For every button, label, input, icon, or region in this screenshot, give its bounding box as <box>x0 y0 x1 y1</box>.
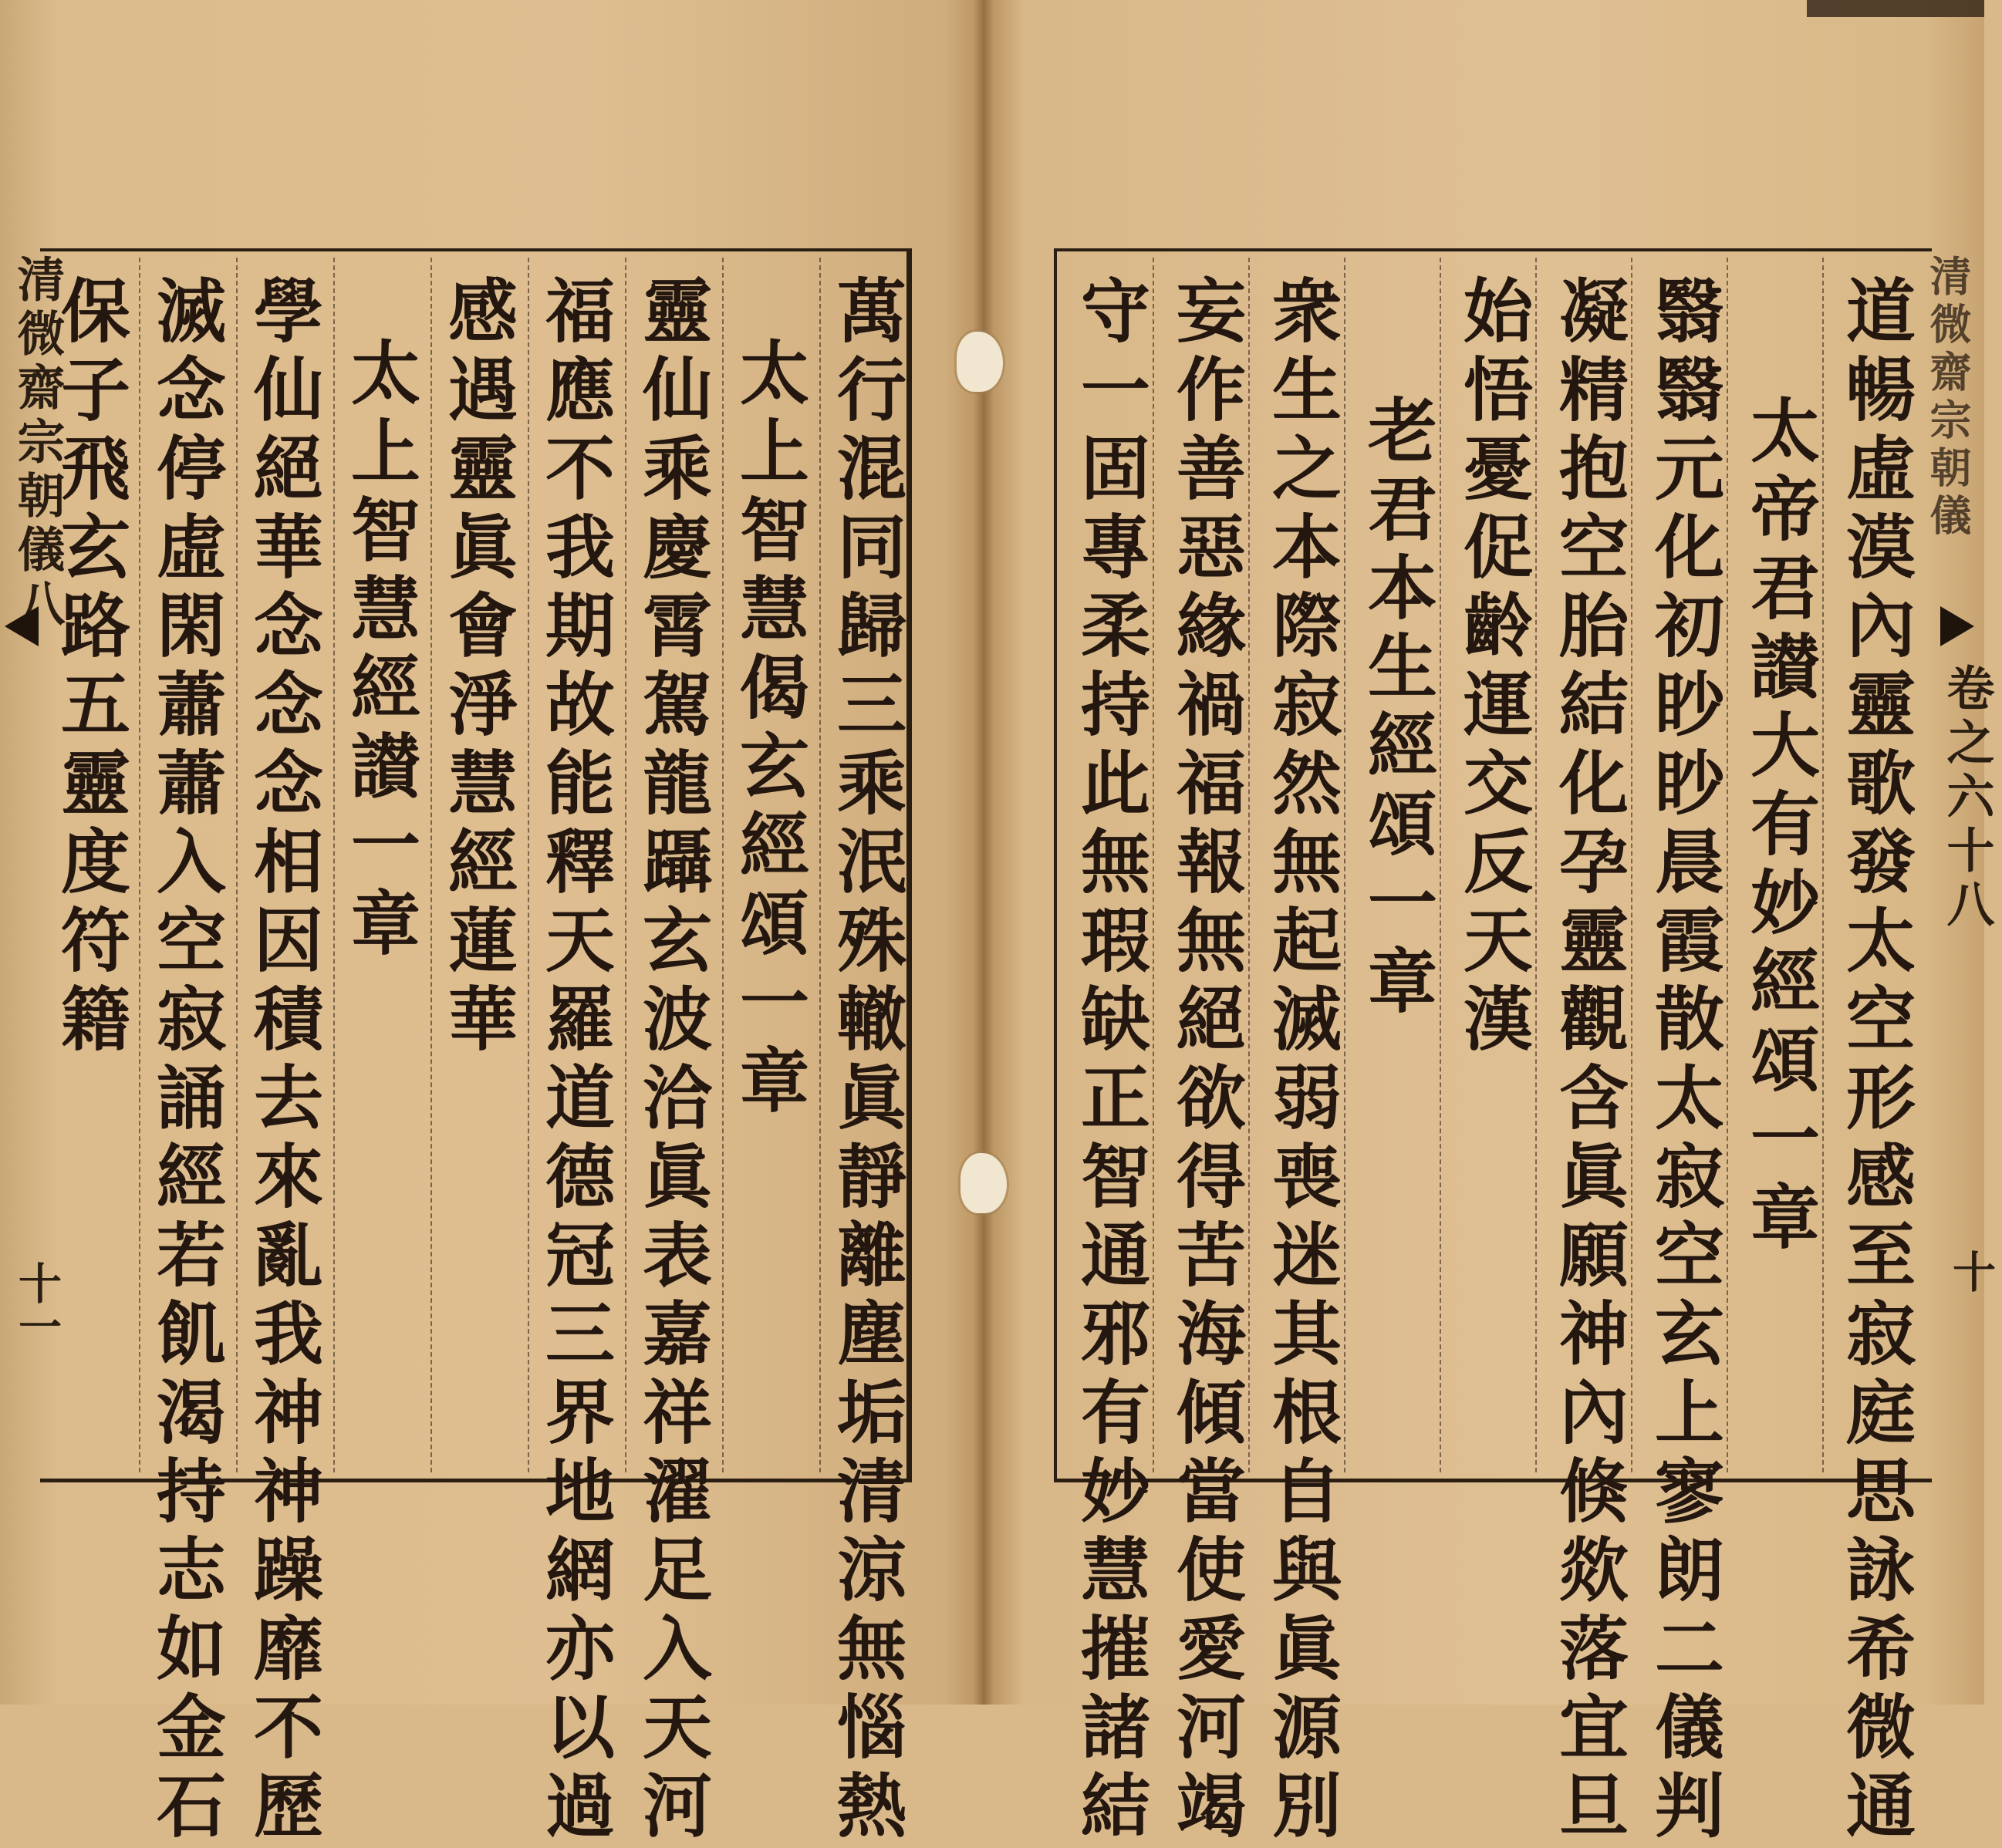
text-column: 翳翳元化初眇眇晨霞散太寂空玄上寥朗二儀判 <box>1642 275 1724 1848</box>
text-column: 妄作善惡緣禍福報無絕欲得苦海傾當使愛河竭 <box>1164 275 1246 1848</box>
left-page <box>0 0 984 1848</box>
text-column: 衆生之本際寂然無起滅弱喪迷其根自與眞源別 <box>1260 275 1342 1848</box>
section-heading: 太上智慧偈玄經頌一章 <box>728 336 809 1123</box>
book-gutter <box>974 0 994 1705</box>
right-margin-label: 卷之六十八 <box>1939 663 1995 933</box>
section-heading: 太帝君讃大有妙經頌一章 <box>1738 394 1820 1260</box>
text-column: 靈仙乘慶霄駕龍躡玄波洽眞表嘉祥濯足入天河 <box>630 275 712 1848</box>
binding-hole <box>960 1153 1007 1213</box>
text-column: 道暢虛漠內靈歌發太空形感至寂庭思詠希微通 <box>1834 275 1916 1848</box>
right-page <box>984 0 1997 1848</box>
text-column: 守一固專柔持此無瑕缺正智通邪有妙慧摧諸結 <box>1069 275 1150 1848</box>
text-column: 感遇靈眞會淨慧經蓮華 <box>436 275 518 1061</box>
section-heading: 太上智慧經讃一章 <box>339 336 420 966</box>
text-column: 萬行混同歸三乘泯殊轍眞靜離塵垢清涼無惱熱 <box>825 275 906 1848</box>
text-column: 學仙絕華念念念相因積去來亂我神神躁靡不歷 <box>241 275 323 1848</box>
fish-tail-mark <box>5 606 39 646</box>
right-top-margin-label: 清微齋宗朝儀 <box>1923 255 1973 541</box>
text-column: 滅念停虛閑蕭蕭入空寂誦經若飢渴持志如金石 <box>144 275 226 1848</box>
binding-hole <box>957 332 1003 392</box>
fish-tail-mark <box>1940 606 1974 646</box>
right-page-number: 十 <box>1946 1249 1997 1293</box>
text-column: 始悟憂促齡運交反天漢 <box>1451 275 1533 1061</box>
page-edge-stain <box>1807 0 1984 17</box>
left-page-number: 十一 <box>12 1261 62 1347</box>
text-column: 福應不我期故能釋天羅道德冠三界地網亦以過 <box>533 275 615 1848</box>
left-margin-label: 清微齋宗朝儀八 <box>9 255 66 632</box>
right-text-frame <box>1054 248 1932 1848</box>
left-text-frame <box>40 248 912 1848</box>
text-column: 保子飛玄路五靈度符籍 <box>49 275 130 1061</box>
section-heading: 老君本生經頌一章 <box>1355 394 1437 1023</box>
text-column: 凝精抱空胎結化孕靈觀含眞願神內倏欻落宜旦 <box>1547 275 1629 1848</box>
